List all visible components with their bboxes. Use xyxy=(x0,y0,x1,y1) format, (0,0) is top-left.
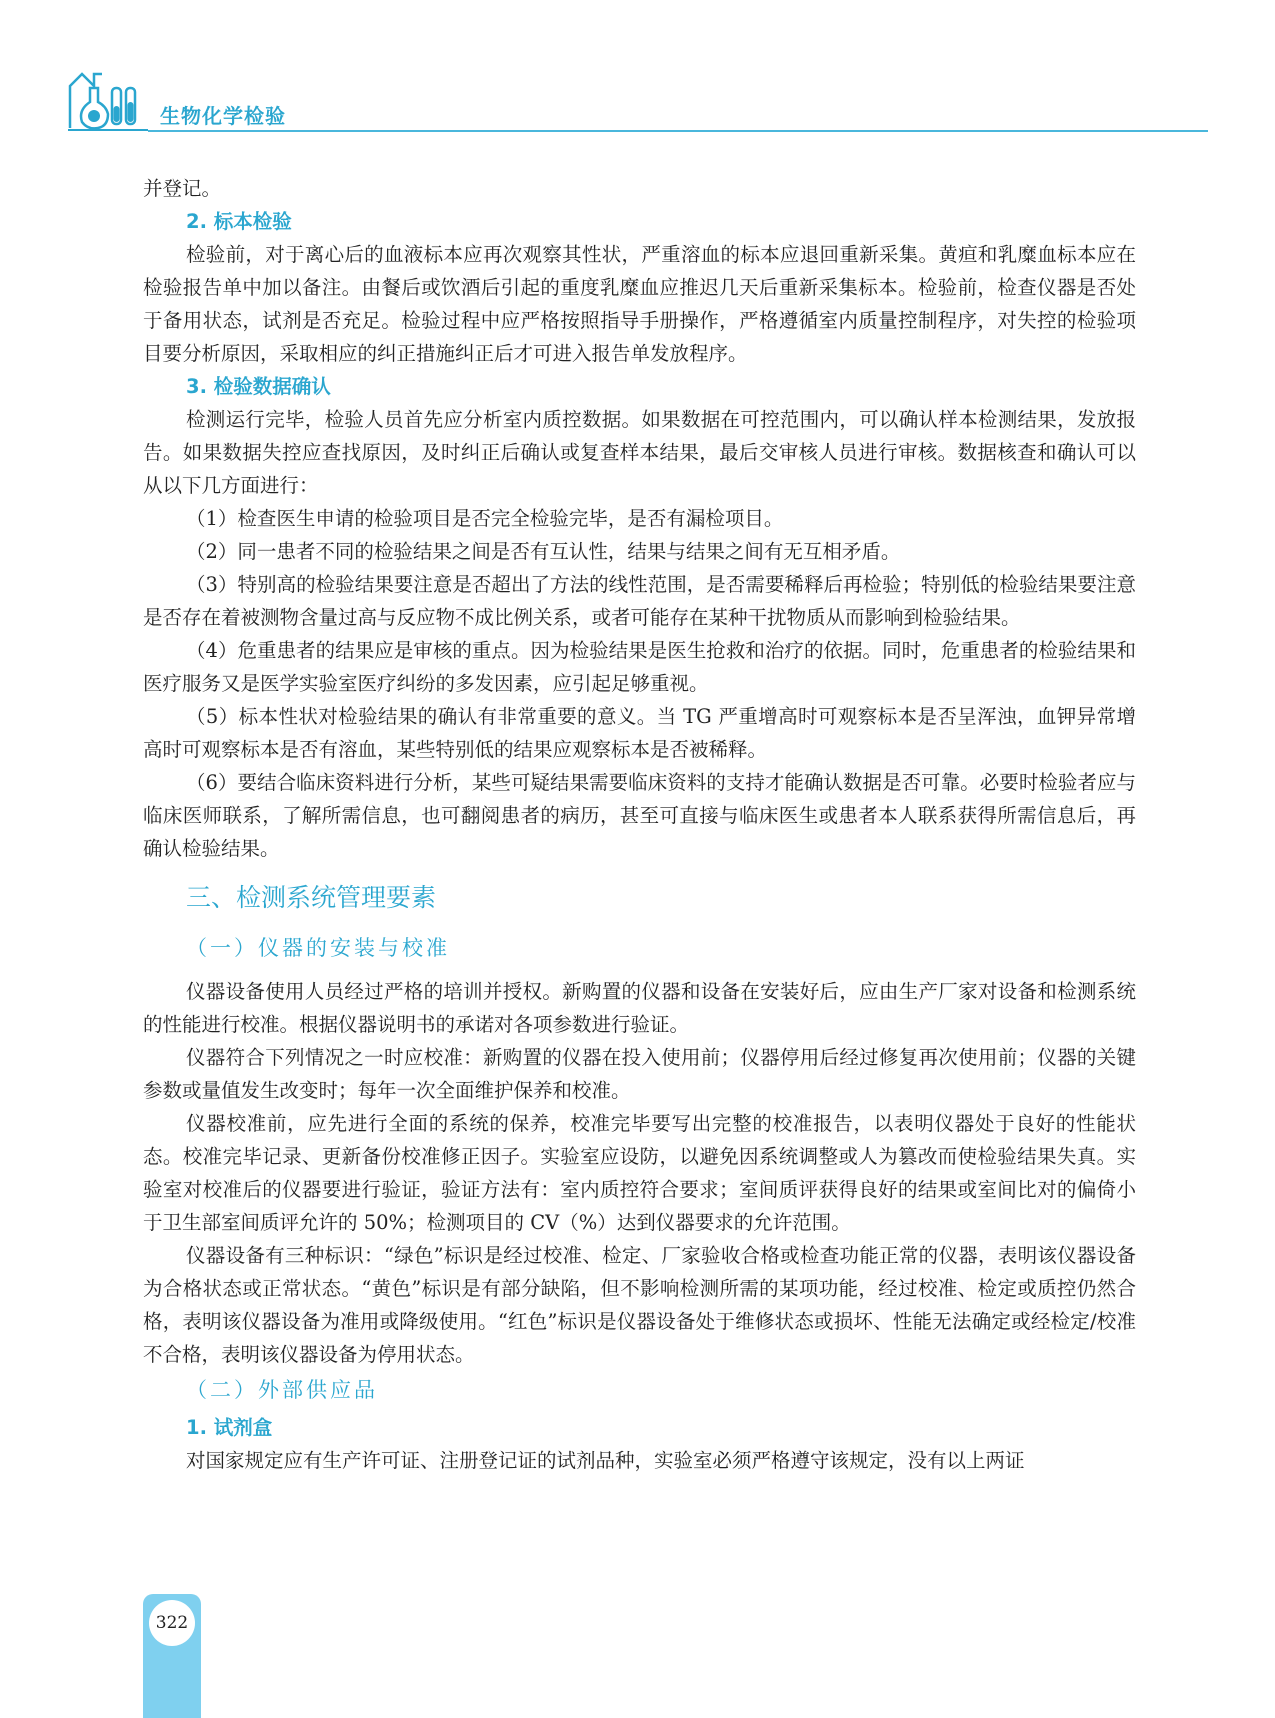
page-number: 322 xyxy=(149,1600,195,1646)
section-heading: 三、检测系统管理要素 xyxy=(186,883,437,912)
page-number-tab xyxy=(143,1594,201,1718)
body-paragraph: （1）检查医生申请的检验项目是否完全检验完毕，是否有漏检项目。 xyxy=(186,507,784,530)
body-paragraph: （4）危重患者的结果应是审核的重点。因为检验结果是医生抢救和治疗的依据。同时，危重患者的检验结果和医疗服务又是医学实验室医疗纠纷的多发因素，应引起足够重视。 xyxy=(143,639,1136,695)
body-paragraph: 仪器设备有三种标识：“绿色”标识是经过校准、检定、厂家验收合格或检查功能正常的仪器，表明该仪器设备为合格状态或正常状态。“黄色”标识是有部分缺陷，但不影响检测所需的某项功能，经过校准、检定或质控仍然合格，表明该仪器设备为准用或降级使用。“红色”标识是仪器设备处于维修状态或损坏、性能无法确定或经检定/校准不合格，表明该仪器设备为停用状态。 xyxy=(143,1244,1136,1366)
body-paragraph: 对国家规定应有生产许可证、注册登记证的试剂品种，实验室必须严格遵守该规定，没有以上两证 xyxy=(186,1449,1025,1472)
header-divider xyxy=(148,130,1208,132)
body-paragraph: （6）要结合临床资料进行分析，某些可疑结果需要临床资料的支持才能确认数据是否可靠。必要时检验者应与临床医师联系，了解所需信息，也可翻阅患者的病历，甚至可直接与临床医生或患者本人联系获得所需信息后，再确认检验结果。 xyxy=(143,771,1136,860)
header-title: 生物化学检验 xyxy=(160,104,286,128)
body-paragraph: （5）标本性状对检验结果的确认有非常重要的意义。当 TG 严重增高时可观察标本是否呈浑浊，血钾异常增高时可观察标本是否有溶血，某些特别低的结果应观察标本是否被稀释。 xyxy=(143,705,1136,761)
body-paragraph: 仪器符合下列情况之一时应校准：新购置的仪器在投入使用前；仪器停用后经过修复再次使用前；仪器的关键参数或量值发生改变时；每年一次全面维护保养和校准。 xyxy=(143,1046,1136,1102)
body-paragraph: 仪器校准前，应先进行全面的系统的保养，校准完毕要写出完整的校准报告，以表明仪器处于良好的性能状态。校准完毕记录、更新备份校准修正因子。实验室应设防，以避免因系统调整或人为篡改而使检验结果失真。实验室对校准后的仪器要进行验证，验证方法有：室内质控符合要求；室间质评获得良好的结果或室间比对的偏倚小于卫生部室间质评允许的 50%；检测项目的 CV（%）达到仪器要求的允许范围。 xyxy=(143,1112,1136,1234)
numbered-heading: 1. 试剂盒 xyxy=(186,1416,273,1439)
body-paragraph: 检测运行完毕，检验人员首先应分析室内质控数据。如果数据在可控范围内，可以确认样本检测结果，发放报告。如果数据失控应查找原因，及时纠正后确认或复查样本结果，最后交审核人员进行审核。数据核查和确认可以从以下几方面进行： xyxy=(143,408,1136,497)
body-paragraph: 检验前，对于离心后的血液标本应再次观察其性状，严重溶血的标本应退回重新采集。黄疸和乳糜血标本应在检验报告单中加以备注。由餐后或饮酒后引起的重度乳糜血应推迟几天后重新采集标本。检验前，检查仪器是否处于备用状态，试剂是否充足。检验过程中应严格按照指导手册操作，严格遵循室内质量控制程序，对失控的检验项目要分析原因，采取相应的纠正措施纠正后才可进入报告单发放程序。 xyxy=(143,243,1136,365)
subsection-heading: （二）外部供应品 xyxy=(186,1378,378,1402)
page-content xyxy=(143,172,1136,1477)
numbered-heading: 2. 标本检验 xyxy=(186,210,292,233)
body-paragraph: 仪器设备使用人员经过严格的培训并授权。新购置的仪器和设备在安装好后，应由生产厂家对设备和检测系统的性能进行校准。根据仪器说明书的承诺对各项参数进行验证。 xyxy=(143,980,1136,1036)
lab-flask-test-tubes-icon xyxy=(68,66,148,134)
body-paragraph: （3）特别高的检验结果要注意是否超出了方法的线性范围，是否需要稀释后再检验；特别低的检验结果要注意是否存在着被测物含量过高与反应物不成比例关系，或者可能存在某种干扰物质从而影响到检验结果。 xyxy=(143,573,1136,629)
page-header xyxy=(68,66,1138,134)
body-paragraph: 并登记。 xyxy=(143,177,222,200)
numbered-heading: 3. 检验数据确认 xyxy=(186,375,331,398)
body-paragraph: （2）同一患者不同的检验结果之间是否有互认性，结果与结果之间有无互相矛盾。 xyxy=(186,540,901,563)
subsection-heading: （一）仪器的安装与校准 xyxy=(186,936,450,960)
